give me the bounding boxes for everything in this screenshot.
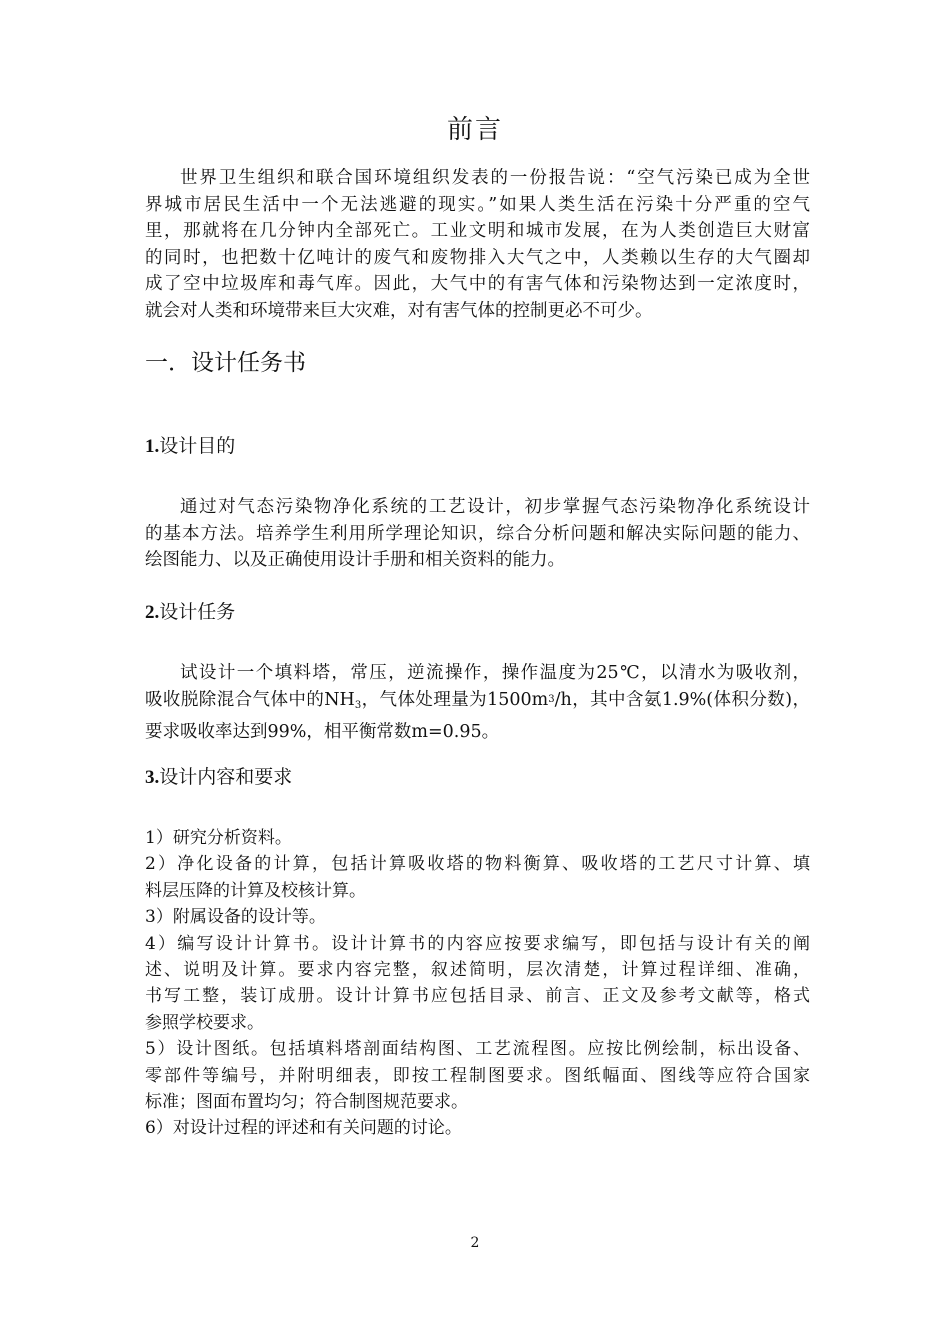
task-text: 吸收脱除混合气体中的NH: [145, 689, 355, 710]
task-line: 要求吸收率达到99%，相平衡常数m=0.95。: [145, 722, 500, 743]
heading-text: 设计任务: [159, 601, 236, 623]
preface-line: 世界卫生组织和联合国环境组织发表的一份报告说：“空气污染已成为全世: [180, 168, 810, 188]
list-item: 2）净化设备的计算，包括计算吸收塔的物料衡算、吸收塔的工艺尺寸计算、填: [145, 854, 810, 875]
task-paragraph: [145, 660, 810, 746]
list-item: 6）对设计过程的评述和有关问题的讨论。: [145, 1118, 462, 1139]
task-text: /h，其中含氨1.9%(体积分数)，: [554, 689, 810, 710]
list-item: 3）附属设备的设计等。: [145, 907, 326, 928]
preface-line: 成了空中垃圾库和毒气库。因此，大气中的有害气体和污染物达到一定浓度时，: [145, 274, 810, 295]
task-text: ，气体处理量为1500m: [361, 689, 549, 710]
list-item: 参照学校要求。: [145, 1012, 264, 1033]
preface-line: 的同时，也把数十亿吨计的废气和废物排入大气之中，人类赖以生存的大气圈却: [145, 247, 810, 268]
list-item: 标准；图面布置均匀；符合制图规范要求。: [145, 1092, 468, 1113]
heading-text: 设计内容和要求: [159, 766, 293, 788]
preface-line: 界城市居民生活中一个无法逃避的现实。”如果人类生活在污染十分严重的空气: [145, 194, 810, 215]
purpose-paragraph: [145, 494, 810, 574]
subscript: 3: [354, 699, 362, 711]
requirements-list: [145, 825, 810, 1142]
superscript: 3: [548, 693, 555, 705]
section-heading-design-brief: 一．设计任务书: [145, 350, 306, 376]
preface-line: 就会对人类和环境带来巨大灾难，对有害气体的控制更必不可少。: [145, 300, 653, 321]
task-line: 试设计一个填料塔，常压，逆流操作，操作温度为25℃，以清水为吸收剂，: [180, 663, 810, 683]
heading-design-purpose: [145, 432, 235, 461]
list-item: 5）设计图纸。包括填料塔剖面结构图、工艺流程图。应按比例绘制，标出设备、: [145, 1039, 810, 1060]
heading-design-requirements: [145, 763, 292, 792]
heading-number: 3.: [145, 767, 160, 788]
page-title: 前言: [446, 115, 503, 145]
list-item: 零部件等编号，并附明细表，即按工程制图要求。图纸幅面、图线等应符合国家: [145, 1065, 810, 1086]
list-item: 4）编写设计计算书。设计计算书的内容应按要求编写，即包括与设计有关的阐: [145, 933, 810, 954]
purpose-line: 通过对气态污染物净化系统的工艺设计，初步掌握气态污染物净化系统设计: [180, 497, 810, 517]
preface-paragraph: [145, 165, 810, 325]
list-item: 料层压降的计算及校核计算。: [145, 880, 366, 901]
purpose-line: 的基本方法。培养学生利用所学理论知识，综合分析问题和解决实际问题的能力、: [145, 523, 810, 544]
list-item: 1）研究分析资料。: [145, 828, 292, 848]
heading-design-task: [145, 598, 235, 627]
heading-number: 1.: [145, 436, 160, 457]
preface-line: 里，那就将在几分钟内全部死亡。工业文明和城市发展，在为人类创造巨大财富: [145, 221, 810, 242]
list-item: 述、说明及计算。要求内容完整，叙述简明，层次清楚，计算过程详细、准确，: [145, 960, 810, 981]
task-line: [145, 687, 810, 720]
heading-number: 2.: [145, 602, 160, 623]
page-number: 2: [470, 1235, 480, 1251]
heading-text: 设计目的: [159, 435, 236, 457]
purpose-line: 绘图能力、以及正确使用设计手册和相关资料的能力。: [145, 550, 565, 571]
list-item: 书写工整，装订成册。设计计算书应包括目录、前言、正文及参考文献等，格式: [145, 986, 810, 1007]
